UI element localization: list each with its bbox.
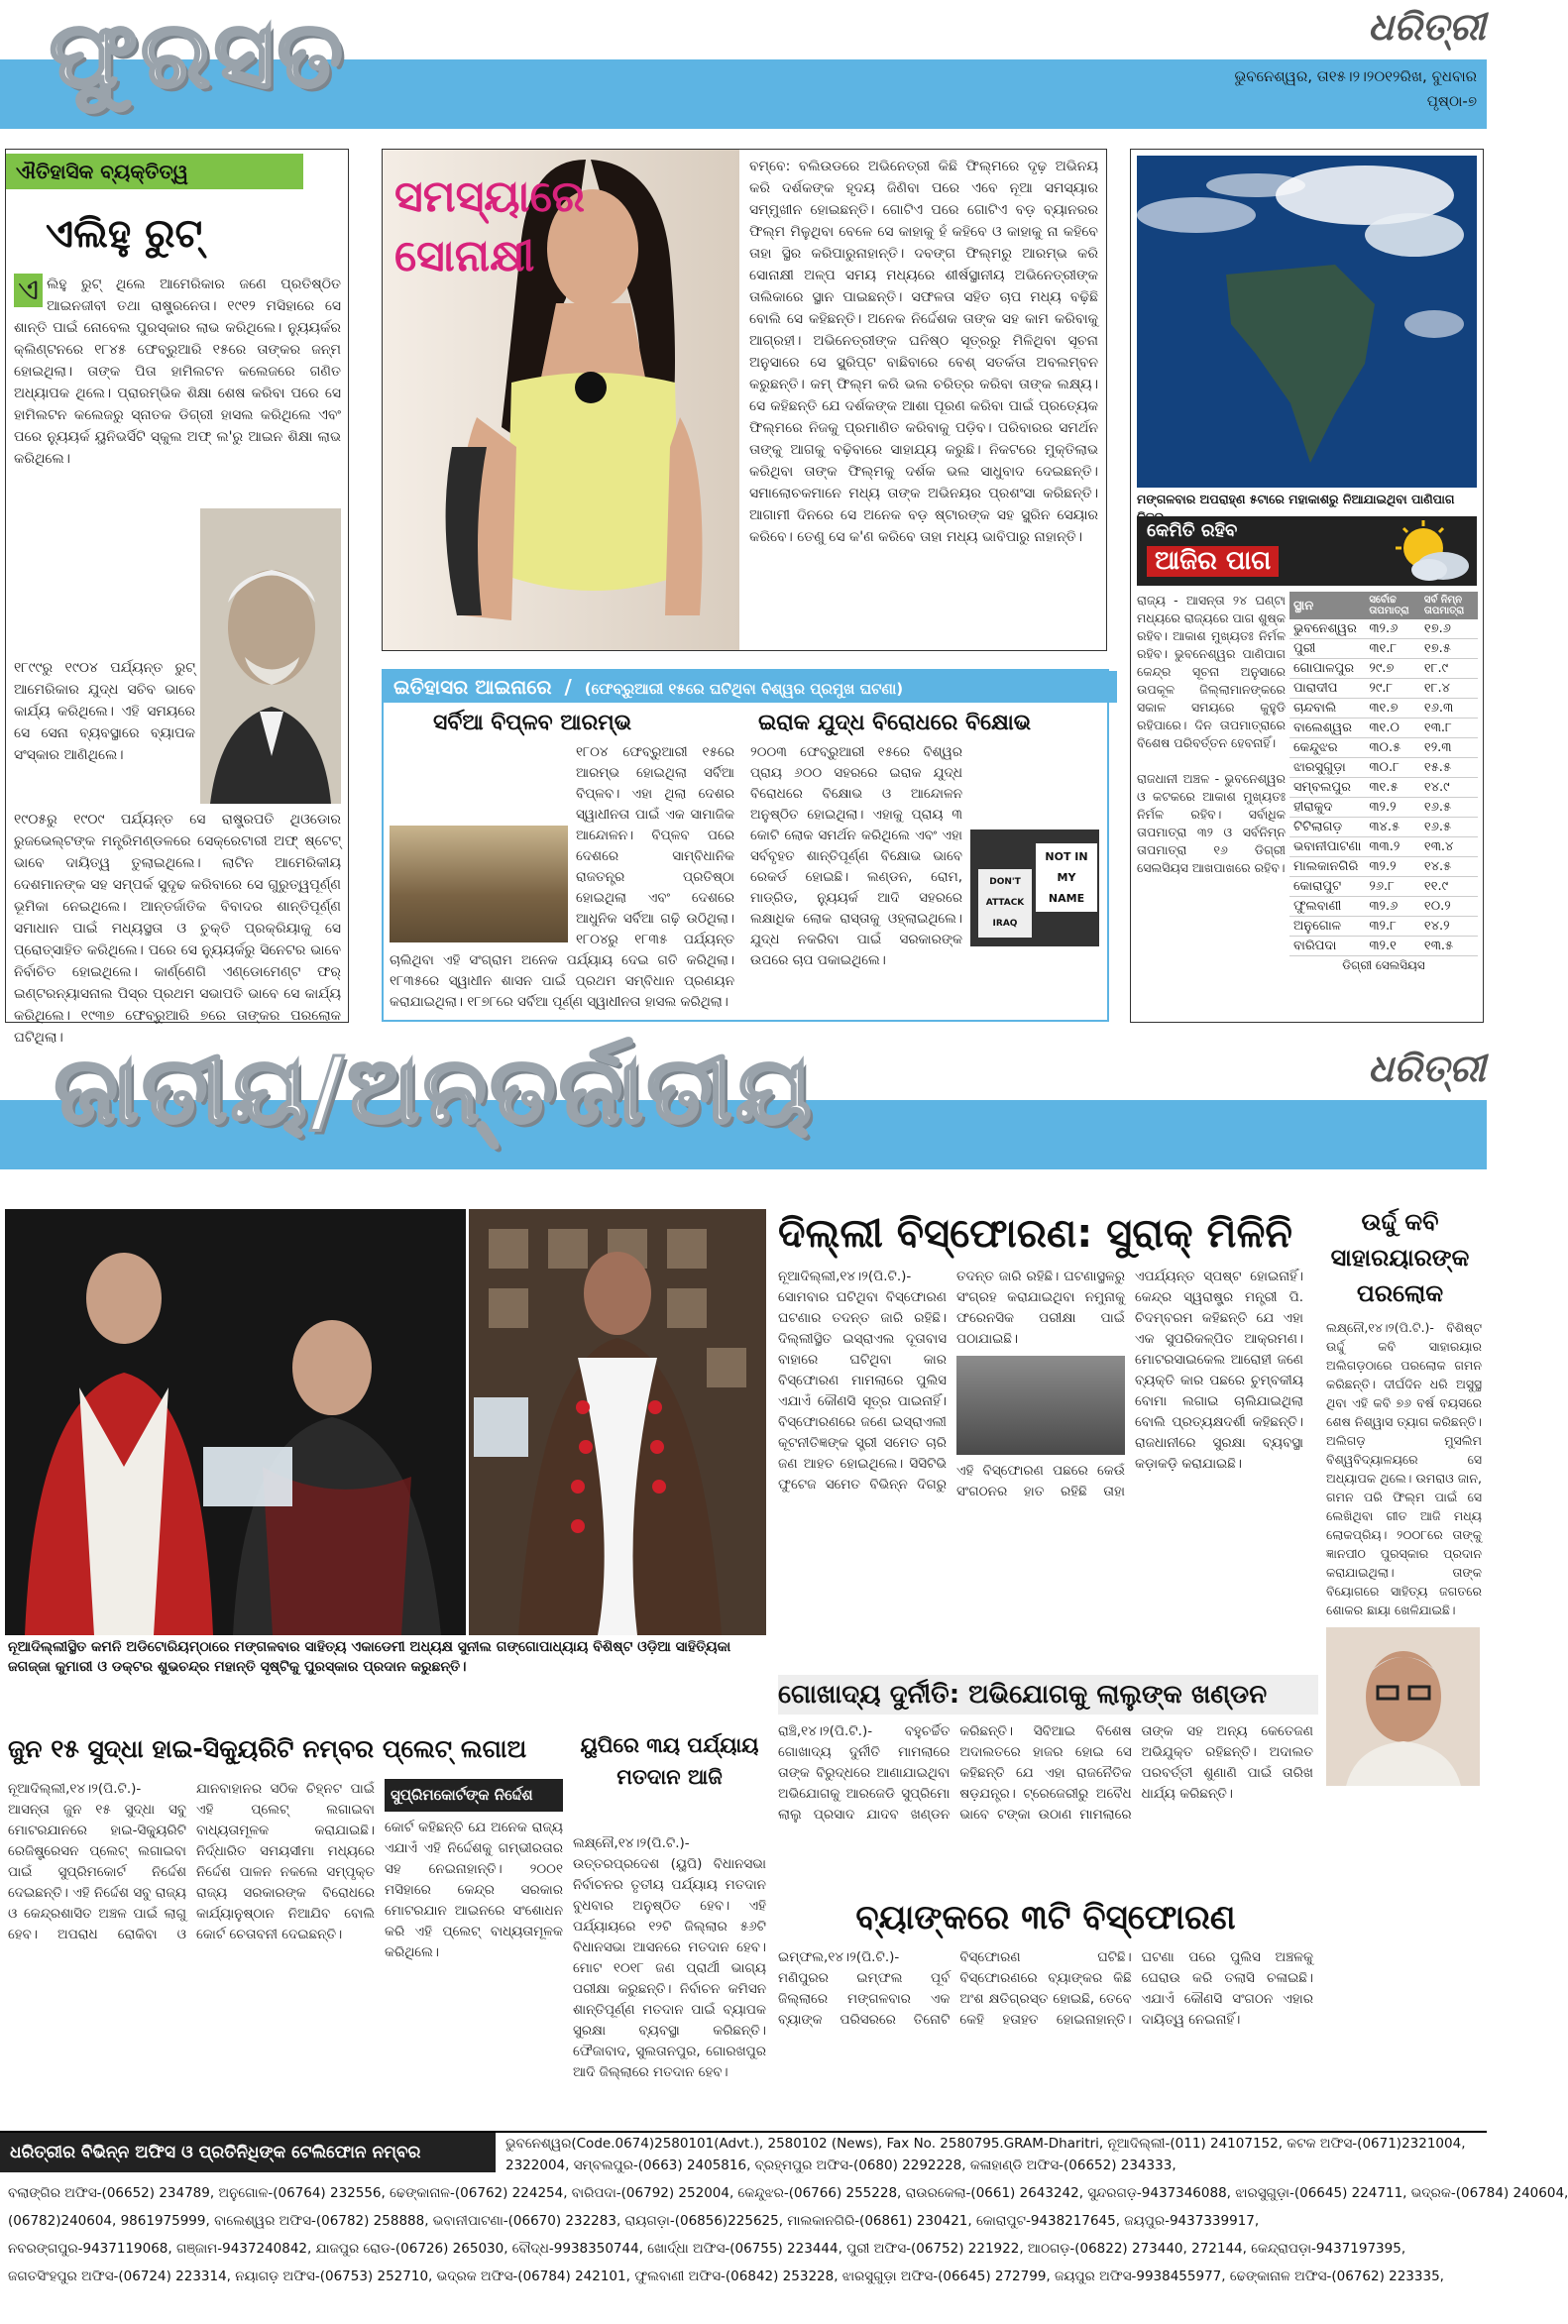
temperature-row — [1289, 917, 1478, 937]
iraq-text — [750, 742, 1099, 1015]
weather-header — [1137, 516, 1477, 586]
history-mirror-title: ଇତିହାସର ଆଇନାରେ — [393, 675, 552, 699]
hsrp-paragraph-2: କୋର୍ଟ କହିଛନ୍ତି ଯେ ଅନେକ ରାଜ୍ୟ ଏଯାଏଁ ଏହି ନିର୍ଦ୍ଦେଶକୁ ଗମ୍ଭୀରତାର ସହ ନେଇନାହାନ୍ତି। ୨୦୦୧ ମସିହାରେ କେନ୍ଦ୍ର ସରକାର ମୋଟରଯାନ ଆଇନରେ ସଂଶୋଧନ କରି ଏହି ପ୍ଲେଟ୍ ବାଧ୍ୟତାମୂଳକ କରିଥିଲେ। — [385, 1820, 563, 1960]
temperature-max: ୩୨.୮ — [1365, 917, 1420, 937]
temperature-max: ୩୨.୬ — [1365, 897, 1420, 917]
temperature-row — [1289, 639, 1478, 659]
temperature-max: ୨୯.୮ — [1365, 679, 1420, 699]
sun-cloud-icon — [1384, 518, 1473, 584]
weather-head-big: ଆଜିର ପାଗ — [1147, 546, 1279, 577]
temperature-max: ୩୦.୫ — [1365, 738, 1420, 758]
delhi-text — [778, 1267, 1303, 1663]
temperature-max: ୩୧.୫ — [1365, 778, 1420, 798]
temperature-unit: ଡିଗ୍ରୀ ସେଲସିୟସ — [1342, 958, 1425, 972]
delhi-paragraph-2: ଏହି ବିସ୍ଫୋରଣ ପଛରେ କେଉଁ ସଂଗଠନର ହାତ ରହିଛି ତାହା ଏପର୍ଯ୍ୟନ୍ତ ସ୍ପଷ୍ଟ ହୋଇନାହିଁ। କେନ୍ଦ୍ର ସ୍ୱରାଷ୍ଟ୍ର ମନ୍ତ୍ରୀ ପି. ଚିଦମ୍ବରମ କହିଛନ୍ତି ଯେ ଏହା ଏକ ସୁପରିକଳ୍ପିତ ଆକ୍ରମଣ। ମୋଟରସାଇକେଲ ଆରୋହୀ ଜଣେ ବ୍ୟକ୍ତି କାର ପଛରେ ଚୁମ୍ବକୀୟ ବୋମା ଲଗାଇ ଚାଲିଯାଇଥିଲା ବୋଲି ପ୍ରତ୍ୟକ୍ଷଦର୍ଶୀ କହିଛନ୍ତି। ରାଜଧାନୀରେ ସୁରକ୍ଷା ବ୍ୟବସ୍ଥା କଡ଼ାକଡ଼ି କରାଯାଇଛି। — [956, 1269, 1303, 1499]
temperature-min: ୧୭.୫ — [1420, 639, 1478, 659]
hsrp-paragraph-1: ନୂଆଦିଲ୍ଲୀ,୧୪।୨(ପି.ଟି.)- ଆସନ୍ତା ଜୁନ ୧୫ ସୁଦ୍ଧା ସବୁ ମୋଟରଯାନରେ ହାଇ-ସିକ୍ୟୁରିଟି ରେଜିଷ୍ଟ୍ରେସନ ପ୍ଲେଟ୍ ଲଗାଇବା ପାଇଁ ସୁପ୍ରିମକୋର୍ଟ ନିର୍ଦ୍ଦେଶ ଦେଇଛନ୍ତି। ଏହି ନିର୍ଦ୍ଦେଶ ସବୁ ରାଜ୍ୟ ଓ କେନ୍ଦ୍ରଶାସିତ ଅଞ୍ଚଳ ପାଇଁ ଲାଗୁ ହେବ। ଅପରାଧ ରୋକିବା ଓ ଯାନବାହାନର ସଠିକ ଚିହ୍ନଟ ପାଇଁ ଏହି ପ୍ଲେଟ୍ ଲଗାଇବା ବାଧ୍ୟତାମୂଳକ କରାଯାଇଛି। ନିର୍ଦ୍ଧାରିତ ସମୟସୀମା ମଧ୍ୟରେ ନିର୍ଦ୍ଦେଶ ପାଳନ ନକଲେ ସମ୍ପୃକ୍ତ ରାଜ୍ୟ ସରକାରଙ୍କ ବିରୋଧରେ କାର୍ଯ୍ୟାନୁଷ୍ଠାନ ନିଆଯିବ ବୋଲି କୋର୍ଟ ଚେତାବନୀ ଦେଇଛନ୍ତି। — [8, 1781, 375, 1942]
sonakshi-title-2: ସୋନାକ୍ଷୀ — [394, 231, 535, 281]
sonakshi-title-1: ସମସ୍ୟାରେ — [394, 171, 586, 222]
footer-line-1: ଭୁବନେଶ୍ୱର(Code.0674)2580101(Advt.), 2580102 (News), Fax No. 2580795.GRAM-Dharitri, ନୂଆଦିଲ୍ଲୀ-(011) 24107152, କଟକ ଅଫିସ-(0671)2321004, — [505, 2136, 1466, 2152]
temperature-table-wrap — [1289, 592, 1478, 1018]
lalu-headline: ଗୋଖାଦ୍ୟ ଦୁର୍ନୀତି: ଅଭିଯୋଗକୁ ଲାଲୁଙ୍କ ଖଣ୍ଡନ — [778, 1675, 1318, 1715]
award-photo-1 — [5, 1209, 466, 1635]
delhi-headline: ଦିଲ୍ଲୀ ବିସ୍ଫୋରଣ: ସୁରାକ୍ ମିଳିନି — [778, 1211, 1292, 1257]
temperature-row — [1289, 937, 1478, 956]
weather-forecast-text — [1137, 592, 1286, 1008]
temperature-place: ପୁରୀ — [1289, 639, 1365, 659]
temperature-min: ୧୩.୫ — [1420, 937, 1478, 956]
temperature-place: କୋରାପୁଟ — [1289, 877, 1365, 897]
temperature-place: ଝାରସୁଗୁଡ଼ା — [1289, 758, 1365, 778]
shahryar-image — [1326, 1627, 1480, 1786]
history-mirror-box — [382, 669, 1109, 1022]
temperature-max: ୩୧.୭ — [1365, 699, 1420, 719]
temperature-min: ୧୩.୪ — [1420, 837, 1478, 857]
brand-logo-2: ଧରିତ୍ରୀ — [1368, 1046, 1486, 1090]
temperature-place: ସମ୍ବଲପୁର — [1289, 778, 1365, 798]
temperature-max: ୩୨.୧ — [1365, 937, 1420, 956]
temperature-row — [1289, 798, 1478, 818]
temperature-row — [1289, 719, 1478, 738]
award-image-1 — [5, 1209, 466, 1635]
poster-not-in-my-name: NOT IN MY NAME — [1036, 843, 1097, 912]
sonakshi-image — [383, 150, 739, 650]
award-photo-caption: ନୂଆଦିଲ୍ଲୀସ୍ଥିତ କମନି ଅଡିଟୋରିୟମ୍‌ଠାରେ ମଙ୍ଗଳବାର ସାହିତ୍ୟ ଏକାଡେମୀ ଅଧ୍ୟକ୍ଷ ସୁନୀଲ ଗଙ୍ଗୋପାଧ୍ୟାୟ ବିଶିଷ୍ଟ ଓଡ଼ିଆ ସାହିତ୍ୟିକା ଜଗଜ୍ଜା କୁମାରୀ ଓ ଡକ୍ଟର ଶୁଭଚନ୍ଦ୍ର ମହାନ୍ତି ସୃଷ୍ଟିକୁ ପୁରସ୍କାର ପ୍ରଦାନ କରୁଛନ୍ତି। — [8, 1639, 731, 1675]
temperature-min: ୧୫.୫ — [1420, 758, 1478, 778]
iraq-paragraph: ୨୦୦୩ ଫେବ୍ରୁଆରୀ ୧୫ରେ ବିଶ୍ୱର ପ୍ରାୟ ୬୦୦ ସହରରେ ଇରାକ ଯୁଦ୍ଧ ବିରୋଧରେ ବିକ୍ଷୋଭ ଓ ଆନ୍ଦୋଳନ ଅନୁଷ୍ଠିତ ହୋଇଥିଲା। ଏହାକୁ ପ୍ରାୟ ୩ କୋଟି ଲୋକ ସମର୍ଥନ କରିଥିଲେ ଏବଂ ଏହା ସର୍ବବୃହତ ଶାନ୍ତିପୂର୍ଣ୍ଣ ବିକ୍ଷୋଭ ଭାବେ ରେକର୍ଡ ହୋଇଛି। ଲଣ୍ଡନ, ରୋମ, ମାଡ୍ରିଡ, ନ୍ୟୁୟର୍କ ଆଦି ସହରରେ ଲକ୍ଷାଧିକ ଲୋକ ରାସ୍ତାକୁ ଓହ୍ଲାଇଥିଲେ। ଯୁଦ୍ଧ ନକରିବା ପାଇଁ ସରକାରଙ୍କ ଉପରେ ଚାପ ପକାଇଥିଲେ। — [750, 744, 962, 968]
history-person-text-2 — [14, 657, 195, 806]
temperature-max: ୩୨.୬ — [1365, 619, 1420, 639]
serbia-painting — [390, 826, 568, 942]
urdu-paragraph: ଲକ୍ଷ୍ନୌ,୧୪।୨(ପି.ଟି.)- ବିଶିଷ୍ଟ ଉର୍ଦ୍ଦୁ କବି ସାହାରୟାର ଅଲିଗଡ଼ଠାରେ ପରଲୋକ ଗମନ କରିଛନ୍ତି। ଦୀର୍ଘଦିନ ଧରି ଅସୁସ୍ଥ ଥିବା ଏହି କବି ୭୬ ବର୍ଷ ବୟସରେ ଶେଷ ନିଶ୍ୱାସ ତ୍ୟାଗ କରିଛନ୍ତି। ଅଲିଗଡ଼ ମୁସଲିମ ବିଶ୍ୱବିଦ୍ୟାଳୟରେ ସେ ଅଧ୍ୟାପକ ଥିଲେ। ଉମରାଓ ଜାନ, ଗମନ ପରି ଫିଲ୍ମ ପାଇଁ ସେ ଲେଖିଥିବା ଗୀତ ଆଜି ମଧ୍ୟ ଲୋକପ୍ରିୟ। ୨୦୦୮ରେ ତାଙ୍କୁ ଜ୍ଞାନପୀଠ ପୁରସ୍କାର ପ୍ରଦାନ କରାଯାଇଥିଲା। ତାଙ୍କ ବିୟୋଗରେ ସାହିତ୍ୟ ଜଗତରେ ଶୋକର ଛାୟା ଖେଳିଯାଇଛି। — [1326, 1320, 1482, 1617]
temperature-row — [1289, 857, 1478, 877]
temperature-max: ୨୯.୭ — [1365, 659, 1420, 679]
sonakshi-paragraph: ବମ୍ବେ: ବଲିଉଡରେ ଅଭିନେତ୍ରୀ କିଛି ଫିଲ୍ମରେ ଦୃଢ଼ ଅଭିନୟ କରି ଦର୍ଶକଙ୍କ ହୃଦୟ ଜିଣିବା ପରେ ଏବେ ନୂଆ ସମସ୍ୟାର ସମ୍ମୁଖୀନ ହୋଇଛନ୍ତି। ଗୋଟିଏ ପରେ ଗୋଟିଏ ବଡ଼ ବ୍ୟାନରର ଫିଲ୍ମ ମିଳୁଥିବା ବେଳେ ସେ କାହାକୁ ହଁ କହିବେ ଓ କାହାକୁ ନା କହିବେ ତାହା ସ୍ଥିର କରିପାରୁନାହାନ୍ତି। ଦବଙ୍ଗ ଫିଲ୍ମରୁ ଆରମ୍ଭ କରି ସୋନାକ୍ଷୀ ଅଳ୍ପ ସମୟ ମଧ୍ୟରେ ଶୀର୍ଷସ୍ଥାନୀୟ ଅଭିନେତ୍ରୀଙ୍କ ତାଲିକାରେ ସ୍ଥାନ ପାଇଛନ୍ତି। ସଫଳତା ସହିତ ଚାପ ମଧ୍ୟ ବଢ଼ିଛି ବୋଲି ସେ କହିଛନ୍ତି। ଅନେକ ନିର୍ଦ୍ଦେଶକ ତାଙ୍କ ସହ କାମ କରିବାକୁ ଆଗ୍ରହୀ। ଅଭିନେତ୍ରୀଙ୍କ ଘନିଷ୍ଠ ସୂତ୍ରରୁ ମିଳିଥିବା ସୂଚନା ଅନୁସାରେ ସେ ସ୍କ୍ରିପ୍ଟ ବାଛିବାରେ ବେଶ୍ ସତର୍କତା ଅବଲମ୍ବନ କରୁଛନ୍ତି। କମ୍ ଫିଲ୍ମ କରି ଭଲ ଚରିତ୍ର କରିବା ତାଙ୍କ ଲକ୍ଷ୍ୟ। ସେ କହିଛନ୍ତି ଯେ ଦର୍ଶକଙ୍କ ଆଶା ପୂରଣ କରିବା ପାଇଁ ପ୍ରତ୍ୟେକ ଫିଲ୍ମରେ ନିଜକୁ ପ୍ରମାଣିତ କରିବାକୁ ପଡ଼ିବ। ପରିବାରର ସମର୍ଥନ ତାଙ୍କୁ ଆଗକୁ ବଢ଼ିବାରେ ସାହାଯ୍ୟ କରୁଛି। ନିକଟରେ ମୁକ୍ତିଲାଭ କରିଥିବା ତାଙ୍କ ଫିଲ୍ମକୁ ଦର୍ଶକ ଭଲ ସାଧୁବାଦ ଦେଇଛନ୍ତି। ସମାଲୋଚକମାନେ ମଧ୍ୟ ତାଙ୍କ ଅଭିନୟର ପ୍ରଶଂସା କରିଛନ୍ତି। ଆଗାମୀ ଦିନରେ ସେ ଅନେକ ବଡ଼ ଷ୍ଟାରଙ୍କ ସହ ସ୍କ୍ରିନ ସେୟାର କରିବେ। ତେଣୁ ସେ କ'ଣ କରିବେ ତାହା ମଧ୍ୟ ଭାବିପାରୁ ନାହାନ୍ତି। — [749, 159, 1098, 545]
elihu-root-portrait — [200, 508, 341, 804]
temperature-min: ୧୪.୯ — [1420, 778, 1478, 798]
poster-dont-attack: DON'T ATTACK IRAQ — [978, 869, 1032, 938]
weather-forecast-paragraph: ରାଜ୍ୟ - ଆସନ୍ତା ୨୪ ଘଣ୍ଟା ମଧ୍ୟରେ ରାଜ୍ୟରେ ପାଗ ଶୁଷ୍କ ରହିବ। ଆକାଶ ମୁଖ୍ୟତଃ ନିର୍ମଳ ରହିବ। ଭୁବନେଶ୍ୱର ପାଣିପାଗ କେନ୍ଦ୍ର ସୂଚନା ଅନୁସାରେ ଉପକୂଳ ଜିଲ୍ଲାମାନଙ୍କରେ ସକାଳ ସମୟରେ କୁହୁଡି ରହିପାରେ। ଦିନ ତାପମାତ୍ରାରେ ବିଶେଷ ପରିବର୍ତ୍ତନ ହେବନାହିଁ। — [1137, 593, 1286, 750]
bank-paragraph: ଇମ୍ଫଲ,୧୪।୨(ପି.ଟି.)- ମଣିପୁରର ଇମ୍ଫଲ ପୂର୍ବ ଜିଲ୍ଲାରେ ମଙ୍ଗଳବାର ଏକ ବ୍ୟାଙ୍କ ପରିସରରେ ତିନୋଟି ବିସ୍ଫୋରଣ ଘଟିଛି। ବିସ୍ଫୋରଣରେ ବ୍ୟାଙ୍କର କିଛି ଅଂଶ କ୍ଷତିଗ୍ରସ୍ତ ହୋଇଛି, ତେବେ କେହି ହତାହତ ହୋଇନାହାନ୍ତି। ଘଟଣା ପରେ ପୁଲିସ ଅଞ୍ଚଳକୁ ଘେରାଉ କରି ତଲାସି ଚଳାଇଛି। ଏଯାଏଁ କୌଣସି ସଂଗଠନ ଏହାର ଦାୟିତ୍ୱ ନେଇନାହିଁ। — [778, 1949, 1313, 2028]
temperature-min: ୧୧.୯ — [1420, 877, 1478, 897]
col-min: ସର୍ବ ନିମ୍ନ ତାପମାତ୍ରା — [1420, 592, 1478, 619]
temperature-max: ୩୧.୦ — [1365, 719, 1420, 738]
section-title-national: ଜାତୀୟ/ଅନ୍ତର୍ଜାତୀୟ — [55, 1037, 816, 1144]
shahryar-portrait — [1326, 1627, 1480, 1786]
temperature-row — [1289, 897, 1478, 917]
col-max: ସର୍ବୋଚ୍ଚ ତାପମାତ୍ରା — [1365, 592, 1420, 619]
burnt-car-photo — [956, 1356, 1125, 1455]
temperature-place: ବାରିପଦା — [1289, 937, 1365, 956]
temperature-max: ୩୪.୫ — [1365, 818, 1420, 837]
history-person-text-3 — [14, 809, 341, 1046]
temperature-row — [1289, 778, 1478, 798]
temperature-place: ଭବାନୀପାଟଣା — [1289, 837, 1365, 857]
history-person-name: ଏଲିହୁ ରୁଟ୍ — [46, 211, 203, 257]
temperature-place: ଅନୁଗୋଳ — [1289, 917, 1365, 937]
weather-city-forecast: ରାଜଧାନୀ ଅଞ୍ଚଳ - ଭୁବନେଶ୍ୱର ଓ କଟକରେ ଆକାଶ ମୁଖ୍ୟତଃ ନିର୍ମଳ ରହିବ। ସର୍ବାଧିକ ତାପମାତ୍ରା ୩୨ ଓ ସର୍ବନିମ୍ନ ତାପମାତ୍ରା ୧୬ ଡିଗ୍ରୀ ସେଲସିୟସ ଆଖପାଖରେ ରହିବ। — [1137, 771, 1286, 875]
footer-label: ଧରିତ୍ରୀର ବିଭିନ୍ନ ଅଫିସ ଓ ପ୍ରତିନିଧିଙ୍କ ଟେଲିଫୋନ ନମ୍ବର — [0, 2133, 496, 2172]
temperature-row — [1289, 619, 1478, 639]
col-place: ସ୍ଥାନ — [1289, 592, 1365, 619]
temperature-max: ୩୩.୨ — [1365, 837, 1420, 857]
temperature-max: ୩୧.୮ — [1365, 639, 1420, 659]
history-person-paragraph-2: ୧୮୯୯ରୁ ୧୯୦୪ ପର୍ଯ୍ୟନ୍ତ ରୁଟ୍ ଆମେରିକାର ଯୁଦ୍ଧ ସଚିବ ଭାବେ କାର୍ଯ୍ୟ କରିଥିଲେ। ଏହି ସମୟରେ ସେ ସେନା ବ୍ୟବସ୍ଥାରେ ବ୍ୟାପକ ସଂସ୍କାର ଆଣିଥିଲେ। — [14, 660, 195, 763]
temperature-place: ବାଲେଶ୍ୱର — [1289, 719, 1365, 738]
temperature-min: ୧୬.୫ — [1420, 818, 1478, 837]
hsrp-subhead: ସୁପ୍ରିମକୋର୍ଟଙ୍କ ନିର୍ଦ୍ଦେଶ — [385, 1779, 563, 1812]
satellite-map — [1137, 156, 1477, 488]
footer-line-4: (06782)240604, 9861975999, ବାଲେଶ୍ୱର ଅଫିସ-(06782) 258888, ଭବାନୀପାଟଣା-(06670) 232283, ରାୟଗଡ଼ା-(06856)225625, ମାଲକାନଗିରି-(06861) 230421, କୋରାପୁଟ-9438217645, ଜୟପୁର-9437339917, — [8, 2213, 1260, 2229]
hsrp-headline: ଜୁନ ୧୫ ସୁଦ୍ଧା ହାଇ-ସିକ୍ୟୁରିଟି ନମ୍ବର ପ୍ଲେଟ୍ ଲଗାଅ — [8, 1734, 527, 1763]
history-person-paragraph-1: ଲିହୁ ରୁଟ୍ ଥିଲେ ଆମେରିକାର ଜଣେ ପ୍ରତିଷ୍ଠିତ ଆଇନଜୀବୀ ତଥା ରାଷ୍ଟ୍ରନେତା। ୧୯୧୨ ମସିହାରେ ସେ ଶାନ୍ତି ପାଇଁ ନୋବେଲ ପୁରସ୍କାର ଲାଭ କରିଥିଲେ। ନ୍ୟୁୟର୍କର କ୍ଲିଣ୍ଟନରେ ୧୮୪୫ ଫେବ୍ରୁଆରି ୧୫ରେ ତାଙ୍କର ଜନ୍ମ ହୋଇଥିଲା। ତାଙ୍କ ପିତା ହାମିଲଟନ କଲେଜରେ ଗଣିତ ଅଧ୍ୟାପକ ଥିଲେ। ପ୍ରାରମ୍ଭିକ ଶିକ୍ଷା ଶେଷ କରିବା ପରେ ସେ ହାମିଲଟନ କଲେଜରୁ ସ୍ନାତକ ଡିଗ୍ରୀ ହାସଲ କରିଥିଲେ ଏବଂ ପରେ ନ୍ୟୁୟର୍କ ୟୁନିଭର୍ସିଟି ସ୍କୁଲ ଅଫ୍ ଲ'ରୁ ଆଇନ ଶିକ୍ଷା ଲାଭ କରିଥିଲେ। — [14, 277, 341, 467]
temperature-min: ୧୬.୫ — [1420, 798, 1478, 818]
urdu-text — [1326, 1318, 1482, 2131]
brand-logo: ଧରିତ୍ରୀ — [1368, 4, 1486, 49]
dropcap: ଏ — [14, 274, 43, 307]
history-mirror-bar: ଇତିହାସର ଆଇନାରେ / (ଫେବ୍ରୁଆରୀ ୧୫ରେ ଘଟିଥିବା ବିଶ୍ୱର ପ୍ରମୁଖ ଘଟଣା) — [384, 671, 1117, 703]
delhi-paragraph-1: ନୂଆଦିଲ୍ଲୀ,୧୪।୨(ପି.ଟି.)- ସୋମବାର ଘଟିଥିବା ବିସ୍ଫୋରଣ ଘଟଣାର ତଦନ୍ତ ଜାରି ରହିଛି। ଦିଲ୍ଲୀସ୍ଥିତ ଇସ୍ରାଏଲ ଦୂତାବାସ ବାହାରେ ଘଟିଥିବା କାର ବିସ୍ଫୋରଣ ମାମଲାରେ ପୁଲିସ ଏଯାଏଁ କୌଣସି ସୂତ୍ର ପାଇନାହିଁ। ବିସ୍ଫୋରଣରେ ଜଣେ ଇସ୍ରାଏଲୀ କୂଟନୀତିଜ୍ଞଙ୍କ ସ୍ତ୍ରୀ ସମେତ ଚାରି ଜଣ ଆହତ ହୋଇଥିଲେ। ସିସିଟିଭି ଫୁଟେଜ ସମେତ ବିଭିନ୍ନ ଦିଗରୁ ତଦନ୍ତ ଜାରି ରହିଛି। ଘଟଣାସ୍ଥଳରୁ ସଂଗ୍ରହ କରାଯାଇଥିବା ନମୁନାକୁ ଫରେନସିକ ପରୀକ୍ଷା ପାଇଁ ପଠାଯାଇଛି। — [778, 1269, 1125, 1493]
weather-box — [1130, 149, 1484, 1023]
temperature-max: ୩୦.୮ — [1365, 758, 1420, 778]
temperature-min: ୧୨.୩ — [1420, 738, 1478, 758]
history-person-box — [5, 149, 349, 1046]
dateline: ଭୁବନେଶ୍ୱର, ତା୧୫।୨।୨୦୧୨ରିଖ, ବୁଧବାର — [1234, 67, 1477, 85]
temperature-place: ଗୋପାଳପୁର — [1289, 659, 1365, 679]
lalu-paragraph: ରାଞ୍ଚି,୧୪।୨(ପି.ଟି.)- ବହୁଚର୍ଚ୍ଚିତ ଗୋଖାଦ୍ୟ ଦୁର୍ନୀତି ମାମଲାରେ ତାଙ୍କ ବିରୁଦ୍ଧରେ ଆଣାଯାଇଥିବା ଅଭିଯୋଗକୁ ଆରଜେଡି ସୁପ୍ରିମୋ ଲାଲୁ ପ୍ରସାଦ ଯାଦବ ଖଣ୍ଡନ କରିଛନ୍ତି। ସିବିଆଇ ବିଶେଷ ଅଦାଲତରେ ହାଜର ହୋଇ ସେ କହିଛନ୍ତି ଯେ ଏହା ରାଜନୈତିକ ଷଡ଼ଯନ୍ତ୍ର। ଟ୍ରେଜେରୀରୁ ଅବୈଧ ଭାବେ ଟଙ୍କା ଉଠାଣ ମାମଲାରେ ତାଙ୍କ ସହ ଅନ୍ୟ କେତେଜଣ ଅଭିଯୁକ୍ତ ରହିଛନ୍ତି। ଅଦାଲତ ପରବର୍ତ୍ତୀ ଶୁଣାଣି ପାଇଁ ତାରିଖ ଧାର୍ଯ୍ୟ କରିଛନ୍ତି। — [778, 1723, 1313, 1823]
footer-line-2: 2322004, ସମ୍ବଲପୁର-(0663) 2405816, ବ୍ରହ୍ମପୁର ଅଫିସ-(0680) 2292228, କଳାହାଣ୍ଡି ଅଫିସ-(06652) 234333, — [505, 2158, 1176, 2173]
temperature-min: ୧୭.୬ — [1420, 619, 1478, 639]
footer-line-5: ନବରଙ୍ଗପୁର-9437119068, ଗଞ୍ଜାମ-9437240842, ଯାଜପୁର ରୋଡ-(06726) 265030, ବୌଦ୍ଧ-9938350744, ଖୋର୍ଦ୍ଧା ଅଫିସ-(06755) 223444, ପୁରୀ ଅଫିସ-(06752) 221922, ଆଠଗଡ଼-(06822) 273440, 272144, କେନ୍ଦ୍ରାପଡ଼ା-9437197395, — [8, 2241, 1406, 2257]
footer-contacts — [0, 2131, 1568, 2324]
history-person-tag: ଐତିହାସିକ ବ୍ୟକ୍ତିତ୍ୱ — [6, 154, 303, 189]
serbia-text — [390, 742, 734, 1015]
temperature-place: ଚାନ୍ଦବାଲି — [1289, 699, 1365, 719]
page-number: ପୃଷ୍ଠା-୭ — [1426, 92, 1477, 110]
temperature-max: ୩୨.୨ — [1365, 798, 1420, 818]
satellite-caption: ମଙ୍ଗଳବାର ଅପରାହ୍ଣ ୫ଟାରେ ମହାକାଶରୁ ନିଆଯାଇଥିବା ପାଣିପାଗ — [1137, 492, 1455, 506]
hsrp-text — [8, 1779, 563, 2126]
history-person-paragraph-3: ୧୯୦୫ରୁ ୧୯୦୯ ପର୍ଯ୍ୟନ୍ତ ସେ ରାଷ୍ଟ୍ରପତି ଥିଓଡୋର ରୁଜଭେଲ୍ଟଙ୍କ ମନ୍ତ୍ରିମଣ୍ଡଳରେ ସେକ୍ରେଟାରୀ ଅଫ୍ ଷ୍ଟେଟ୍ ଭାବେ ଦାୟିତ୍ୱ ତୁଲାଇଥିଲେ। ଲାଟିନ ଆମେରିକୀୟ ଦେଶମାନଙ୍କ ସହ ସମ୍ପର୍କ ସୁଦୃଢ କରିବାରେ ସେ ଗୁରୁତ୍ୱପୂର୍ଣ୍ଣ ଭୂମିକା ନେଇଥିଲେ। ଆନ୍ତର୍ଜାତିକ ବିବାଦର ଶାନ୍ତିପୂର୍ଣ୍ଣ ସମାଧାନ ପାଇଁ ମଧ୍ୟସ୍ଥତା ଓ ଚୁକ୍ତି ପ୍ରକ୍ରିୟାକୁ ସେ ପ୍ରୋତ୍ସାହିତ କରିଥିଲେ। ପରେ ସେ ନ୍ୟୁୟର୍କରୁ ସିନେଟର ଭାବେ ନିର୍ବାଚିତ ହୋଇଥିଲେ। କାର୍ଣ୍ଣେଗି ଏଣ୍ଡୋମେଣ୍ଟ ଫର୍ ଇଣ୍ଟରନ୍ୟାସନାଲ ପିସ୍‌ର ପ୍ରଥମ ସଭାପତି ଭାବେ ସେ କାର୍ଯ୍ୟ କରିଥିଲେ। ୧୯୩୭ ଫେବ୍ରୁଆରି ୭ରେ ତାଙ୍କର ପରଲୋକ ଘଟିଥିଲା। — [14, 812, 341, 1046]
temperature-place: ଟିଟିଲାଗଡ଼ — [1289, 818, 1365, 837]
sonakshi-photo — [383, 150, 739, 650]
sonakshi-story-box — [382, 149, 1107, 651]
temperature-place: ପାରାଦୀପ — [1289, 679, 1365, 699]
temperature-table-header — [1289, 592, 1478, 619]
temperature-row — [1289, 659, 1478, 679]
temperature-min: ୧୪.୫ — [1420, 857, 1478, 877]
temperature-place: ଭୁବନେଶ୍ୱର — [1289, 619, 1365, 639]
iraq-protest-photo — [970, 830, 1099, 946]
footer-line-3: ବଲାଙ୍ଗିର ଅଫିସ-(06652) 234789, ଅନୁଗୋଳ-(06764) 232556, ଢେଙ୍କାନାଳ-(06762) 224254, ବାରିପଦା-(06792) 252004, କେନ୍ଦୁଝର-(06766) 255228, ରାଉରକେଲା-(0661) 2643242, ସୁନ୍ଦରଗଡ଼-9437346088, ଝାରସୁଗୁଡ଼ା-(06645) 224711, ଭଦ୍ରକ-(06784) 240604, — [8, 2185, 1568, 2201]
temperature-row — [1289, 837, 1478, 857]
temperature-row — [1289, 699, 1478, 719]
satellite-image — [1137, 156, 1477, 488]
iraq-headline: ଇରାକ ଯୁଦ୍ଧ ବିରୋଧରେ ବିକ୍ଷୋଭ — [758, 711, 1032, 735]
footer-line-6: ଜଗତସିଂହପୁର ଅଫିସ-(06724) 223314, ନୟାଗଡ଼ ଅଫିସ-(06753) 252710, ଭଦ୍ରକ ଅଫିସ-(06784) 242101, ଫୁଲବାଣୀ ଅଫିସ-(06842) 253228, ଝାରସୁଗୁଡ଼ା ଅଫିସ-(06645) 272799, ଜୟପୁର ଅଫିସ-9938455977, ଢେଙ୍କାନାଳ ଅଫିସ-(06762) 223335, — [8, 2269, 1444, 2284]
serbia-headline: ସର୍ବିଆ ବିପ୍ଳବ ଆରମ୍ଭ — [433, 711, 632, 735]
temperature-row — [1289, 877, 1478, 897]
temperature-min: ୧୦.୨ — [1420, 897, 1478, 917]
temperature-max: ୩୨.୨ — [1365, 857, 1420, 877]
temperature-min: ୧୮.୪ — [1420, 679, 1478, 699]
temperature-row — [1289, 818, 1478, 837]
up-paragraph: ଲକ୍ଷ୍ନୌ,୧୪।୨(ପି.ଟି.)- ଉତ୍ତରପ୍ରଦେଶ (ୟୁପି) ବିଧାନସଭା ନିର୍ବାଚନର ତୃତୀୟ ପର୍ଯ୍ୟାୟ ମତଦାନ ବୁଧବାର ଅନୁଷ୍ଠିତ ହେବ। ଏହି ପର୍ଯ୍ୟାୟରେ ୧୨ଟି ଜିଲ୍ଲାର ୫୬ଟି ବିଧାନସଭା ଆସନରେ ମତଦାନ ହେବ। ମୋଟ ୧୦୧୮ ଜଣ ପ୍ରାର୍ଥୀ ଭାଗ୍ୟ ପରୀକ୍ଷା କରୁଛନ୍ତି। ନିର୍ବାଚନ କମିସନ ଶାନ୍ତିପୂର୍ଣ୍ଣ ମତଦାନ ପାଇଁ ବ୍ୟାପକ ସୁରକ୍ଷା ବ୍ୟବସ୍ଥା କରିଛନ୍ତି। ଫୈଜାବାଦ, ସୁଲତାନପୁର, ଗୋରଖପୁର ଆଦି ଜିଲ୍ଲାରେ ମତଦାନ ହେବ। — [573, 1835, 766, 2080]
temperature-place: ହୀରାକୁଦ — [1289, 798, 1365, 818]
bank-text — [778, 1947, 1313, 2126]
temperature-place: ଫୁଲବାଣୀ — [1289, 897, 1365, 917]
temperature-max: ୨୬.୮ — [1365, 877, 1420, 897]
portrait-image — [200, 508, 341, 804]
award-photo-2 — [469, 1209, 766, 1635]
lalu-text — [778, 1721, 1313, 1890]
temperature-min: ୧୬.୩ — [1420, 699, 1478, 719]
history-mirror-subtitle: (ଫେବ୍ରୁଆରୀ ୧୫ରେ ଘଟିଥିବା ବିଶ୍ୱର ପ୍ରମୁଖ ଘଟଣା) — [584, 680, 904, 698]
temperature-min: ୧୩.୮ — [1420, 719, 1478, 738]
award-image-2 — [469, 1209, 766, 1635]
section-title-phurasata: ଫୁରସତ — [50, 1, 347, 108]
sonakshi-text — [749, 156, 1098, 645]
temperature-row — [1289, 738, 1478, 758]
serbia-paragraph: ୧୮୦୪ ଫେବ୍ରୁଆରୀ ୧୫ରେ ଆରମ୍ଭ ହୋଇଥିଲା ସର୍ବିଆ ବିପ୍ଳବ। ଏହା ଥିଲା ଦେଶର ସ୍ୱାଧୀନତା ପାଇଁ ଏକ ସାମାଜିକ ଆନ୍ଦୋଳନ। ବିପ୍ଳବ ପରେ ଦେଶରେ ସାମ୍ବିଧାନିକ ରାଜତନ୍ତ୍ର ପ୍ରତିଷ୍ଠା ହୋଇଥିଲା ଏବଂ ଦେଶରେ ଆଧୁନିକ ସର୍ବିଆ ଗଢ଼ି ଉଠିଥିଲା। ୧୮୦୪ରୁ ୧୮୩୫ ପର୍ଯ୍ୟନ୍ତ ଚାଲିଥିବା ଏହି ସଂଗ୍ରାମ ଅନେକ ପର୍ଯ୍ୟାୟ ଦେଇ ଗତି କରିଥିଲା। ୧୮୩୫ରେ ସ୍ୱାଧୀନ ଶାସନ ପାଇଁ ପ୍ରଥମ ସମ୍ବିଧାନ ପ୍ରଣୟନ କରାଯାଇଥିଲା। ୧୮୭୮ରେ ସର୍ବିଆ ପୂର୍ଣ୍ଣ ସ୍ୱାଧୀନତା ହାସଲ କରିଥିଲା। — [390, 744, 734, 1010]
up-text — [573, 1833, 766, 2126]
temperature-row — [1289, 679, 1478, 699]
temperature-table — [1289, 592, 1478, 956]
up-headline: ୟୁପିରେ ୩ୟ ପର୍ଯ୍ୟାୟ ମତଦାନ ଆଜି — [580, 1733, 759, 1789]
temperature-min: ୧୮.୯ — [1420, 659, 1478, 679]
bank-headline: ବ୍ୟାଙ୍କରେ ୩ଟି ବିସ୍ଫୋରଣ — [855, 1898, 1236, 1937]
temperature-min: ୧୪.୨ — [1420, 917, 1478, 937]
weather-head-small: କେମିତି ରହିବ — [1147, 520, 1238, 541]
temperature-place: କେନ୍ଦୁଝର — [1289, 738, 1365, 758]
temperature-row — [1289, 758, 1478, 778]
urdu-headline: ଉର୍ଦ୍ଦୁ କବି ସାହାରୟାରଙ୍କ ପରଲୋକ — [1330, 1208, 1470, 1307]
temperature-place: ମାଲକାନଗିରି — [1289, 857, 1365, 877]
